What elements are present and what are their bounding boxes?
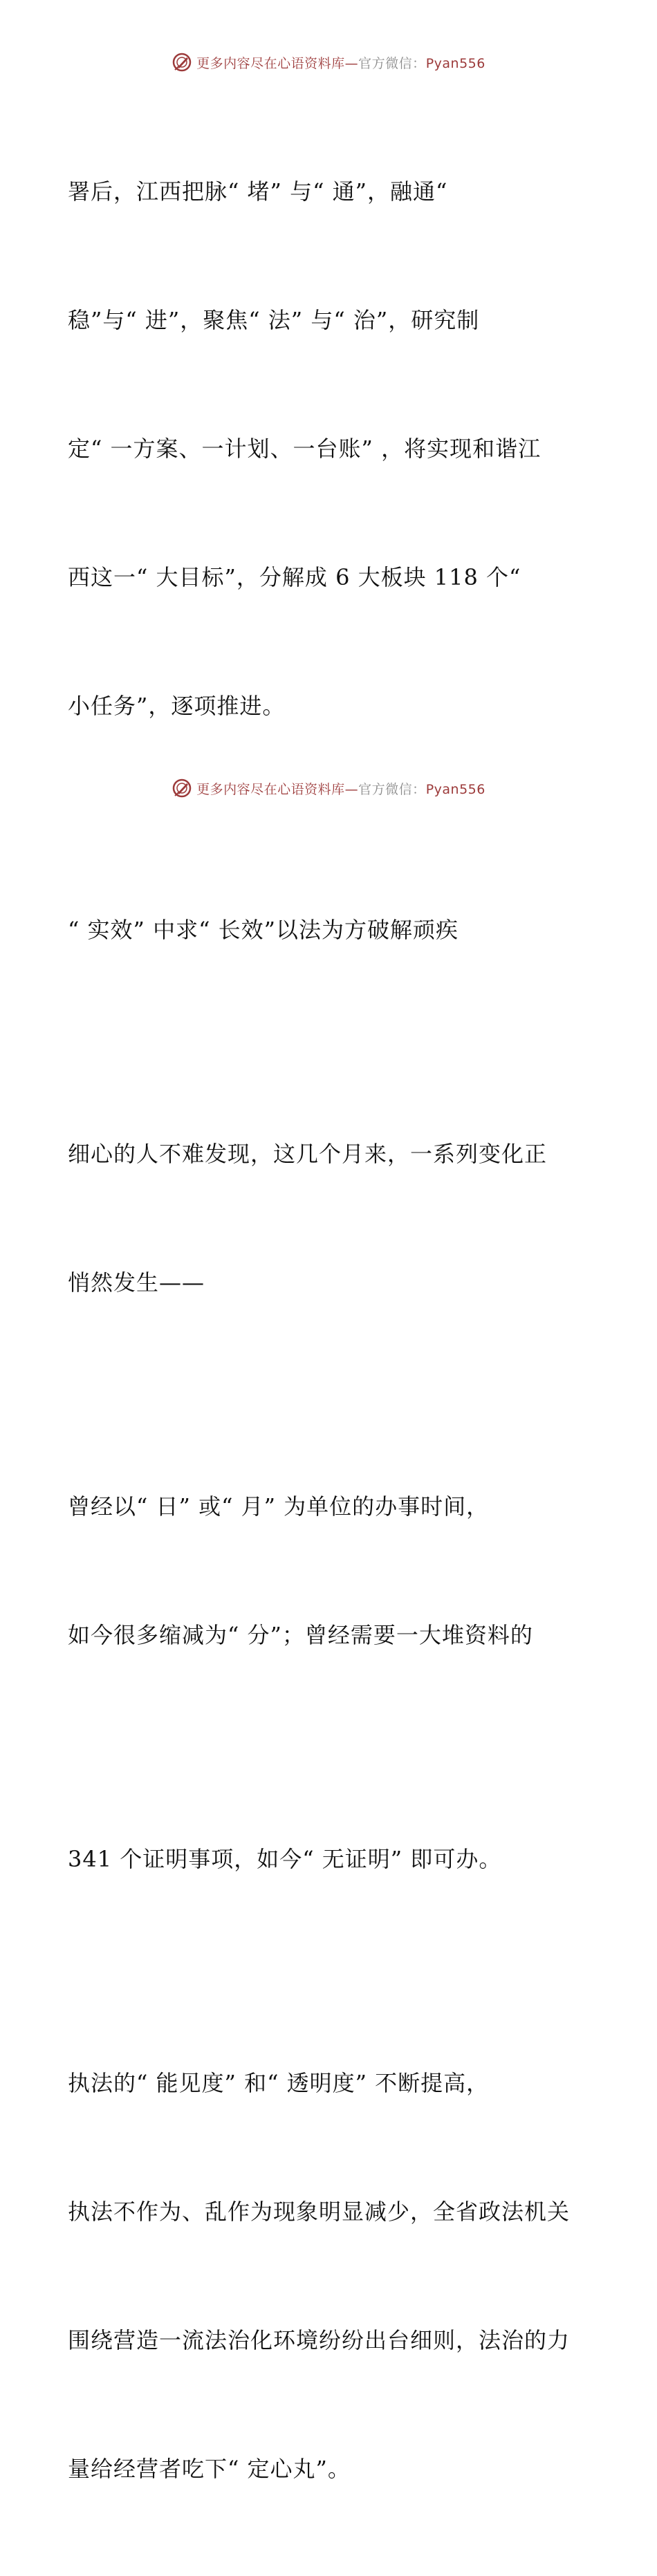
watermark-separator: — [344, 781, 359, 797]
text-line: 定“ 一方案、一计划、一台账” ，将实现和谐江 [68, 436, 542, 462]
text-line: 执法的“ 能见度” 和“ 透明度” 不断提高， [68, 2070, 490, 2096]
watermark-brand: 更多内容尽在心语资料库 [196, 781, 345, 797]
watermark-wechat-label: 官方微信： [358, 781, 426, 797]
paragraph-2 [68, 1047, 593, 1390]
watermark-wechat-label: 官方微信： [358, 55, 426, 71]
pen-circle-logo-icon [172, 52, 192, 73]
text-line: 西这一“ 大目标”，分解成 6 大板块 118 个“ [68, 564, 521, 590]
paragraph-5 [68, 1976, 593, 2576]
text-line: “ 实效” 中求“ 长效”以法为方破解顽疾 [68, 917, 459, 943]
header-watermark [0, 48, 657, 76]
paragraph-4 [68, 1752, 593, 1966]
footer-watermark [0, 774, 657, 802]
watermark-separator: — [344, 55, 359, 71]
text-line: 署后，江西把脉“ 堵” 与“ 通”，融通“ [68, 178, 448, 205]
paragraph-1 [68, 84, 593, 813]
text-line: 细心的人不难发现，这几个月来，一系列变化正 [68, 1141, 548, 1167]
section-heading [68, 823, 593, 1037]
watermark-text [196, 53, 485, 72]
text-line: 小任务”，逐项推进。 [68, 693, 286, 719]
document-body [68, 84, 593, 2576]
watermark-wechat-id: Pyan556 [425, 55, 485, 71]
text-line: 曾经以“ 日” 或“ 月” 为单位的办事时间， [68, 1493, 490, 1520]
watermark-wechat-id: Pyan556 [425, 781, 485, 797]
text-line: 稳”与“ 进”，聚焦“ 法” 与“ 治”，研究制 [68, 307, 480, 333]
paragraph-3 [68, 1399, 593, 1742]
text-line: 341 个证明事项，如今“ 无证明” 即可办。 [68, 1846, 502, 1872]
pen-circle-logo-icon [172, 778, 192, 799]
watermark-brand: 更多内容尽在心语资料库 [196, 55, 345, 71]
text-line: 如今很多缩减为“ 分”；曾经需要一大堆资料的 [68, 1622, 533, 1648]
text-line: 悄然发生—— [68, 1269, 205, 1296]
text-line: 量给经营者吃下“ 定心丸”。 [68, 2456, 351, 2482]
text-line: 围绕营造一流法治化环境纷纷出台细则，法治的力 [68, 2327, 571, 2353]
watermark-text [196, 779, 485, 798]
text-line: 执法不作为、乱作为现象明显减少，全省政法机关 [68, 2199, 571, 2225]
